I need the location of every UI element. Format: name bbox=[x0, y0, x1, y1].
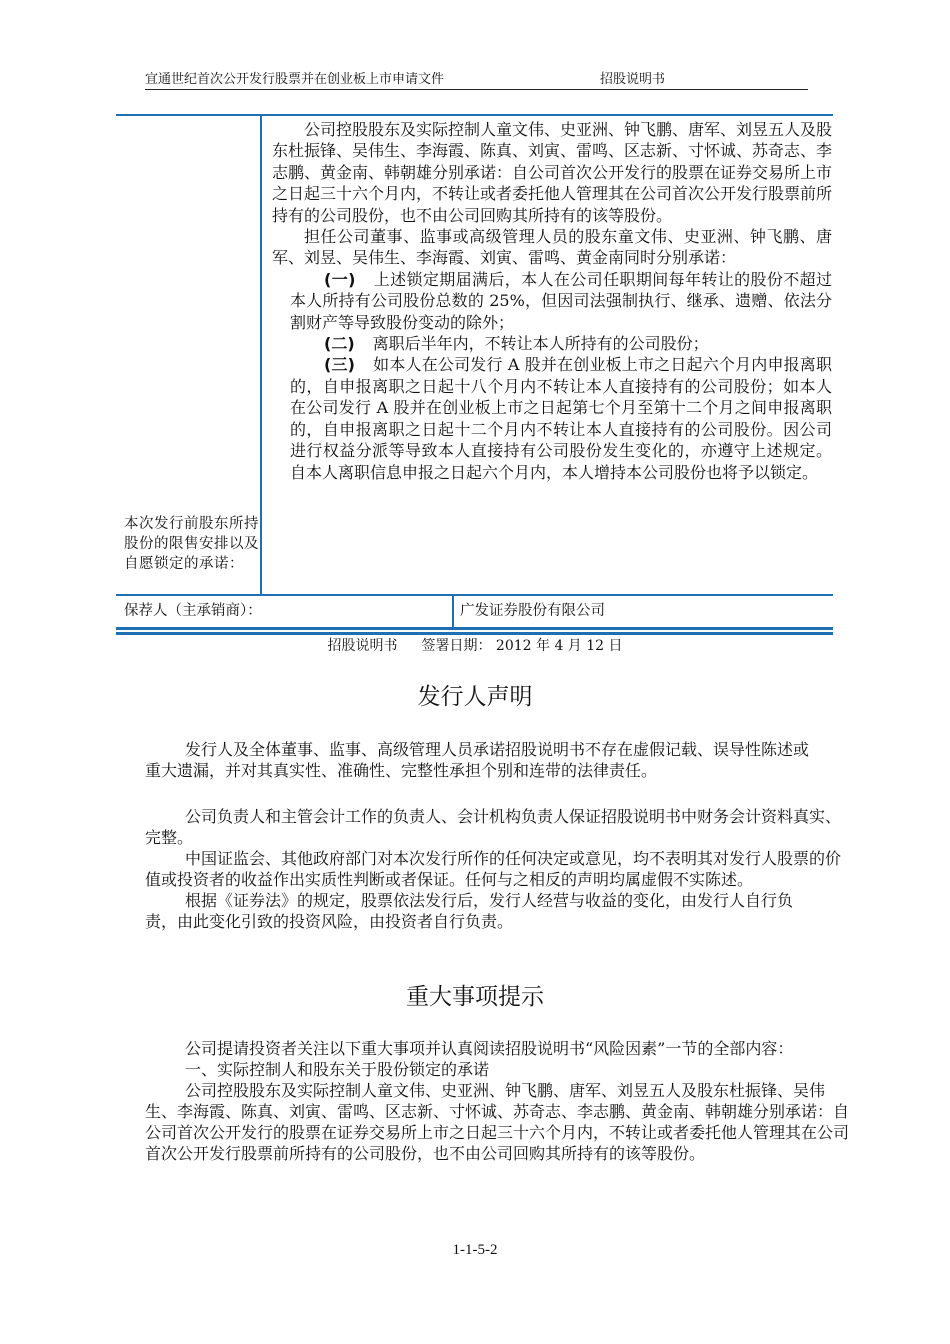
major-matters-body bbox=[145, 1038, 855, 1164]
issuer-statement-body bbox=[145, 739, 855, 781]
paragraph: 公司负责人和主管会计工作的负责人、会计机构负责人保证招股说明书中财务会计资料真实、完整。 bbox=[145, 807, 842, 847]
item-number: (一) bbox=[324, 269, 356, 289]
row-content bbox=[272, 119, 832, 483]
paragraph: 公司控股股东及实际控制人童文伟、史亚洲、钟飞鹏、唐军、刘昱五人及股东杜振锋、吴伟生、李海霞、陈真、刘寅、雷鸣、区志新、寸怀诚、苏奇志、李志鹏、黄金南、韩朝雄分别承诺：自公司首次公开发行的股票在证券交易所上市之日起三十六个月内，不转让或者委托他人管理其在公司首次公开发行股票前所持有的公司股份，也不由公司回购其所持有的该等股份。 bbox=[145, 1081, 850, 1163]
subsection-heading: 一、实际控制人和股东关于股份锁定的承诺 bbox=[185, 1060, 490, 1079]
list-item bbox=[272, 333, 832, 354]
paragraph: 中国证监会、其他政府部门对本次发行所作的任何决定或意见，均不表明其对发行人股票的价值或投资者的收益作出实质性判断或者保证。任何与之相反的声明均属虚假不实陈述。 bbox=[145, 849, 842, 889]
lockup-table-row bbox=[116, 114, 833, 596]
paragraph: 公司提请投资者关注以下重大事项并认真阅读招股说明书“风险因素”一节的全部内容： bbox=[185, 1039, 794, 1058]
header-doc-type: 招股说明书 bbox=[600, 72, 666, 87]
list-item bbox=[272, 269, 832, 333]
running-header bbox=[145, 72, 808, 90]
sign-date-line bbox=[0, 637, 950, 655]
section-title-issuer-statement: 发行人声明 bbox=[417, 684, 533, 710]
page-number: 1-1-5-2 bbox=[452, 1242, 498, 1258]
double-rule-bottom bbox=[116, 632, 833, 635]
section-title-major-matters: 重大事项提示 bbox=[406, 984, 544, 1010]
paragraph: 根据《证券法》的规定，股票依法发行后，发行人经营与收益的变化，由发行人自行负责，由此变化引致的投资风险，由投资者自行负责。 bbox=[145, 891, 794, 931]
paragraph: 发行人及全体董事、监事、高级管理人员承诺招股说明书不存在虚假记载、误导性陈述或重大遗漏，并对其真实性、准确性、完整性承担个别和连带的法律责任。 bbox=[145, 740, 810, 780]
header-doc-title: 宜通世纪首次公开发行股票并在创业板上市申请文件 bbox=[145, 72, 445, 87]
item-text: 离职后半年内，不转让本人所持有的公司股份； bbox=[372, 334, 709, 354]
sign-date: 签署日期： 2012 年 4 月 12 日 bbox=[421, 638, 623, 654]
sponsor-table-row bbox=[116, 594, 833, 629]
paragraph: 担任公司董事、监事或高级管理人员的股东童文伟、史亚洲、钟飞鹏、唐军、刘昱、吴伟生、李海霞、刘寅、雷鸣、黄金南同时分别承诺： bbox=[272, 227, 832, 268]
column-divider bbox=[260, 116, 262, 596]
paragraph: 公司控股股东及实际控制人童文伟、史亚洲、钟飞鹏、唐军、刘昱五人及股东杜振锋、吴伟生、李海霞、陈真、刘寅、雷鸣、区志新、寸怀诚、苏奇志、李志鹏、黄金南、韩朝雄分别承诺：自公司首次公开发行的股票在证券交易所上市之日起三十六个月内，不转让或者委托他人管理其在公司首次公开发行股票前所持有的公司股份，也不由公司回购其所持有的该等股份。 bbox=[272, 120, 833, 225]
item-text: 如本人在公司发行 A 股并在创业板上市之日起六个月内申报离职的，自申报离职之日起十八个月内不转让本人直接持有的公司股份；如本人在公司发行 A 股并在创业板上市之日起第七个月至第十二个月之间申报离职的，自申报离职之日起十二个月内不转让本人直接持有的公司股份。因公司进行权益分派等导致本人直接持有公司股份发生变化的，亦遵守上述规定。自本人离职信息申报之日起六个月内，本人增持本公司股份也将予以锁定。 bbox=[290, 355, 832, 482]
row-label: 本次发行前股东所持股份的限售安排以及自愿锁定的承诺： bbox=[124, 516, 259, 572]
issuer-statement-body-2 bbox=[145, 806, 855, 932]
item-text: 上述锁定期届满后，本人在公司任职期间每年转让的股份不超过本人所持有公司股份总数的 25%，但因司法强制执行、继承、遗赠、依法分割财产等导致股份变动的除外； bbox=[290, 269, 832, 332]
sponsor-value: 广发证券股份有限公司 bbox=[460, 603, 605, 619]
column-divider bbox=[452, 596, 454, 629]
double-rule-top bbox=[116, 627, 833, 630]
item-number: (三) bbox=[324, 355, 355, 375]
sign-doc-name: 招股说明书 bbox=[327, 638, 398, 654]
item-number: (二) bbox=[324, 334, 355, 354]
sponsor-label: 保荐人（主承销商）： bbox=[124, 603, 262, 619]
list-item bbox=[272, 354, 832, 482]
